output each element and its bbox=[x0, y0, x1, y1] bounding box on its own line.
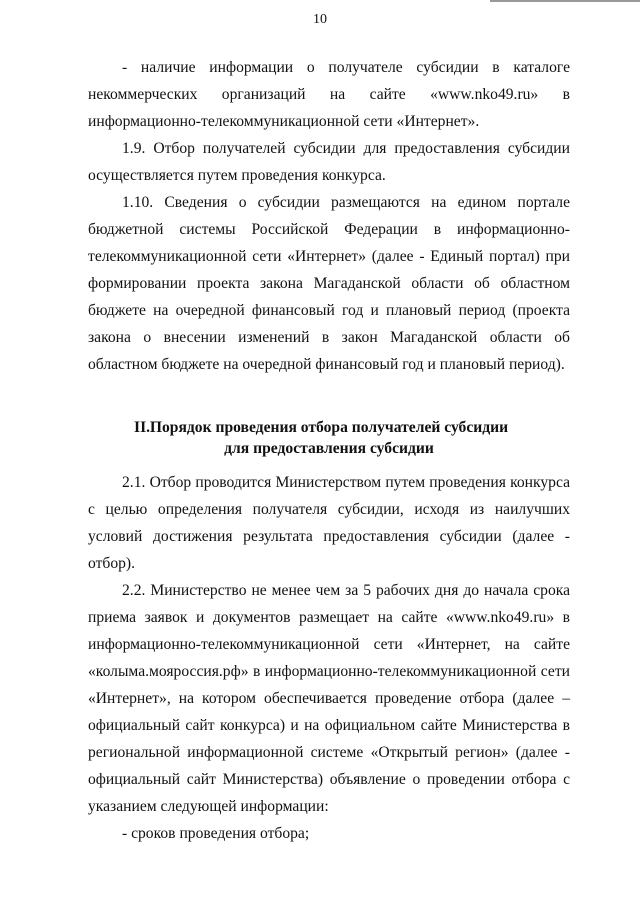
list-item-selection-deadlines: - сроков проведения отбора; bbox=[122, 825, 310, 842]
section-numeral: II. bbox=[134, 419, 151, 436]
paragraph-2-2: 2.2. Министерство не менее чем за 5 рабочих дня до начала срока приема заявок и документов размещает на сайте «www.nko49.ru» в информационно-телекоммуникационной сети «Интернет, на сайте «колыма.мояроссия.рф» в информационно-телекоммуникационной сети «Интернет», на котором обеспечивается проведение отбора (далее – официальный сайт конкурса) и на официальном сайте Министерства в региональной информационной системе «Открытый регион» (далее - официальный сайт Министерства) объявление о проведении отбора с указанием следующей информации: bbox=[88, 582, 570, 815]
section-title-line-1: Порядок проведения отбора получателей субсидии bbox=[149, 419, 509, 436]
paragraph-1-9: 1.9. Отбор получателей субсидии для предоставления субсидии осуществляется путем проведения конкурса. bbox=[88, 140, 570, 184]
page-number: 10 bbox=[313, 12, 327, 27]
paragraph-2-1: 2.1. Отбор проводится Министерством путем проведения конкурса с целью определения получателя субсидии, исходя из наилучших условий достижения результата предоставления субсидии (далее - отбор). bbox=[88, 474, 570, 572]
paragraph-1-10: 1.10. Сведения о субсидии размещаются на едином портале бюджетной системы Российской Федерации в информационно-телекоммуникационной сети «Интернет» (далее - Единый портал) при формировании проекта закона Магаданской области об областном бюджете на очередной финансовый год и плановый период (проекта закона о внесении изменений в закон Магаданской области об областном бюджете на очередной финансовый год и плановый период). bbox=[88, 194, 570, 373]
document-body bbox=[88, 54, 570, 847]
top-edge-rule bbox=[490, 0, 640, 2]
section-heading bbox=[88, 417, 570, 459]
section-title-line-2: для предоставления субсидии bbox=[224, 440, 434, 457]
paragraph-nko-catalog: - наличие информации о получателе субсидии в каталоге некоммерческих организаций на сайте «www.nko49.ru» в информационно-телекоммуникационной сети «Интернет». bbox=[88, 59, 570, 130]
